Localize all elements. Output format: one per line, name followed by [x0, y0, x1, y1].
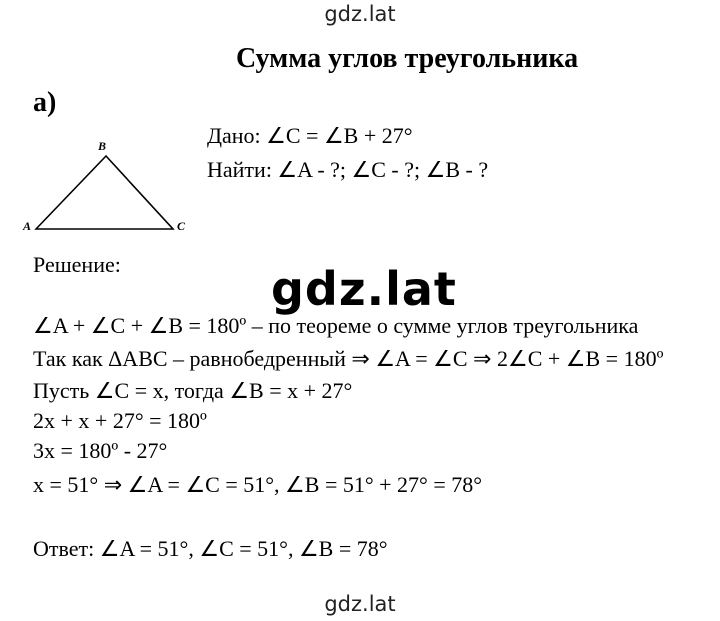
watermark-bottom: gdz.lat — [324, 592, 396, 616]
watermark-top: gdz.lat — [324, 2, 396, 26]
solution-line-5: 3x = 180º - 27° — [33, 438, 168, 463]
solution-line-6: x = 51° ⇒ ∠A = ∠C = 51°, ∠B = 51° + 27° = 78° — [33, 472, 483, 497]
solution-line-3: Пусть ∠C = x, тогда ∠B = x + 27° — [33, 378, 353, 403]
solution-line-2: Так как ΔABC – равнобедренный ⇒ ∠A = ∠C ⇒ 2∠C + ∠B = 180º — [33, 346, 664, 371]
answer-line: Ответ: ∠A = 51°, ∠C = 51°, ∠B = 78° — [33, 536, 388, 561]
solution-line-1: ∠A + ∠C + ∠B = 180º – по теореме о сумме углов треугольника — [33, 313, 639, 338]
find-line: Найти: ∠A - ?; ∠C - ?; ∠B - ? — [207, 157, 489, 182]
watermark-middle: gdz.lat — [271, 262, 457, 316]
vertex-label-b: B — [98, 140, 107, 153]
solution-heading: Решение: — [33, 252, 121, 277]
vertex-label-a: A — [23, 219, 32, 233]
solution-line-4: 2x + x + 27° = 180º — [33, 408, 207, 433]
vertex-label-c: C — [177, 219, 186, 233]
page-title: Сумма углов треугольника — [236, 43, 579, 74]
triangle-figure — [20, 140, 200, 240]
triangle-shape — [36, 156, 173, 229]
given-line: Дано: ∠C = ∠B + 27° — [207, 123, 413, 148]
part-label: а) — [33, 87, 57, 118]
